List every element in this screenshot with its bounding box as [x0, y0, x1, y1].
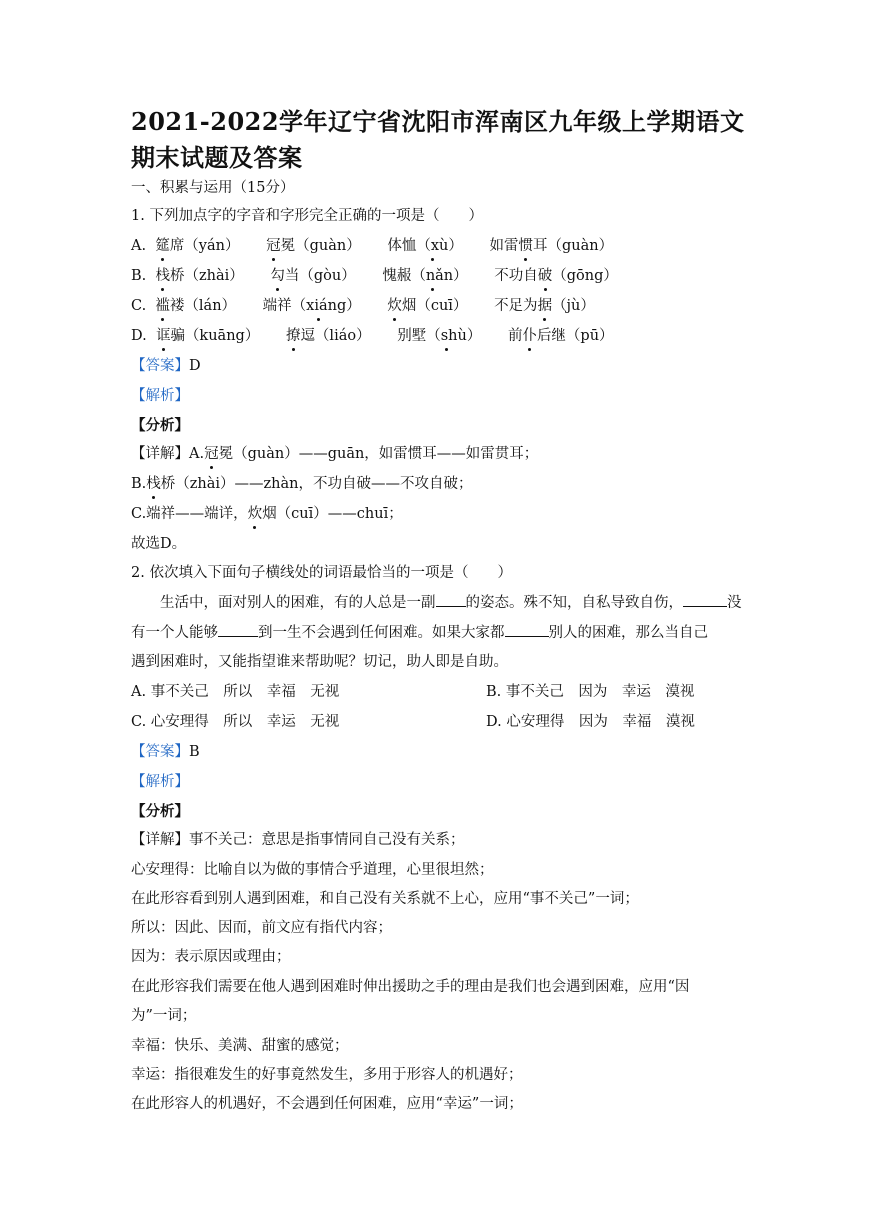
- dotted-char: 褴: [155, 298, 170, 314]
- detail-text: 烟（cuī）——chuī；: [262, 506, 403, 522]
- detail-text: 冕（guàn）——guān，如雷惯耳——如雷贯耳；: [218, 446, 539, 462]
- option-label: B.: [131, 268, 147, 284]
- q2-detail-line: 【详解】事不关己：意思是指事情同自己没有关系；: [131, 832, 465, 848]
- dotted-char: 诓: [155, 328, 171, 344]
- option-text: （gōng）: [552, 268, 618, 284]
- option-text: 后继（pū）: [536, 328, 614, 344]
- q1-detail-b: [131, 474, 473, 494]
- q1-fenxi: 【分析】: [131, 417, 189, 434]
- q2-option-a: A. 事不关己 所以 幸福 无视: [131, 684, 340, 700]
- answer-value: D: [189, 358, 201, 374]
- q2-fenxi: 【分析】: [131, 803, 189, 820]
- passage-text: 的姿态。殊不知，自私导致自伤，: [465, 595, 683, 611]
- answer-tag: 【答案】: [131, 744, 189, 760]
- document-title: 2021-2022学年辽宁省沈阳市浑南区九年级上学期语文期末试题及答案: [131, 107, 745, 172]
- option-text: 不功自: [494, 268, 538, 284]
- q2-passage-line-2: [131, 622, 708, 643]
- dotted-char: 赧（nǎn）: [396, 268, 468, 284]
- q2-detail-line: 在此形容看到别人遇到困难，和自己没有关系就不上心，应用“事不关己”一词；: [131, 891, 639, 907]
- dotted-char: 栈: [155, 268, 170, 284]
- option-text: 逗（liáo）: [300, 328, 371, 344]
- q2-detail-line: 幸运：指很难发生的好事竟然发生，多用于形容人的机遇好；: [131, 1067, 523, 1083]
- option-text: 桥（zhài）: [169, 268, 244, 284]
- dotted-char: 冠: [266, 238, 281, 254]
- detail-text: 桥（zhài）——zhàn，不功自破——不攻自破；: [160, 476, 473, 492]
- dotted-char: 冠: [204, 446, 219, 462]
- q2-analysis-tag: 【解析】: [131, 774, 189, 790]
- q2-option-c: C. 心安理得 所以 幸运 无视: [131, 714, 340, 730]
- passage-text: 别人的困难，那么当自己: [548, 625, 708, 641]
- q2-answer: [131, 742, 200, 762]
- dotted-char: 祥（xiáng）: [277, 298, 361, 314]
- answer-tag: 【答案】: [131, 358, 189, 374]
- answer-value: B: [189, 744, 200, 760]
- dotted-char: 撩: [285, 328, 301, 344]
- q2-detail-line: 心安理得：比喻自以为做的事情合乎道理，心里很坦然；: [131, 862, 494, 878]
- dotted-char: 炊: [387, 298, 402, 314]
- passage-text: 有一个人能够: [131, 625, 218, 641]
- fill-blank: [218, 622, 258, 637]
- passage-text: 没: [727, 595, 742, 611]
- option-text: 端: [262, 298, 278, 314]
- q1-answer: [131, 356, 201, 376]
- option-text: 当（gòu）: [284, 268, 356, 284]
- option-text: 骗（kuāng）: [170, 328, 260, 344]
- detail-text: B.: [131, 476, 147, 492]
- option-text: 愧: [382, 268, 397, 284]
- q2-detail-line: 幸福：快乐、美满、甜蜜的感觉；: [131, 1038, 349, 1054]
- passage-text: 生活中，面对别人的困难，有的人总是一副: [160, 595, 436, 611]
- option-text: 别: [397, 328, 412, 344]
- q1-conclusion: 故选D。: [131, 536, 187, 552]
- q1-analysis-tag: 【解析】: [131, 388, 189, 404]
- question-1-stem: 1. 下列加点字的字音和字形完全正确的一项是（ ）: [131, 208, 483, 224]
- q2-passage-line-3: 遇到困难时，又能指望谁来帮助呢？切记，助人即是自助。: [131, 654, 508, 670]
- fill-blank: [683, 592, 727, 607]
- option-label: A.: [131, 238, 147, 254]
- detail-text: 【详解】A.: [131, 446, 205, 462]
- question-2-stem: 2. 依次填入下面句子横线处的词语最恰当的一项是（ ）: [131, 565, 512, 581]
- q1-option-a: [131, 236, 613, 256]
- dotted-char: 恤（xù）: [401, 238, 463, 254]
- dotted-char: 筵: [155, 238, 170, 254]
- q2-detail-line: 为”一词；: [131, 1008, 197, 1024]
- dotted-char: 据: [537, 298, 553, 314]
- option-label: C.: [131, 298, 147, 314]
- dotted-char: 仆: [522, 328, 537, 344]
- section-heading: 一、积累与运用（15分）: [131, 180, 295, 196]
- dotted-char: 墅（shù）: [411, 328, 482, 344]
- option-text: 不足为: [494, 298, 538, 314]
- dotted-char: 惯: [518, 238, 533, 254]
- option-text: （jù）: [552, 298, 595, 314]
- option-text: 冕（guàn）: [280, 238, 361, 254]
- q2-detail-line: 在此形容人的机遇好，不会遇到任何困难，应用“幸运”一词；: [131, 1096, 523, 1112]
- option-text: 烟（cuī）: [401, 298, 468, 314]
- dotted-char: 栈: [146, 476, 161, 492]
- passage-text: 到一生不会遇到任何困难。如果大家都: [258, 625, 505, 641]
- q1-option-c: [131, 296, 595, 316]
- q2-detail-line: 所以：因此、因而，前文应有指代内容；: [131, 920, 392, 936]
- fill-blank: [505, 622, 549, 637]
- option-text: 耳（guàn）: [532, 238, 614, 254]
- q2-option-b: B. 事不关己 因为 幸运 漠视: [486, 684, 695, 700]
- option-text: 席（yán）: [169, 238, 240, 254]
- q1-option-d: [131, 326, 614, 346]
- dotted-char: 炊: [247, 506, 263, 522]
- dotted-char: 勾: [270, 268, 285, 284]
- option-text: 褛（lán）: [169, 298, 237, 314]
- dotted-char: 破: [537, 268, 553, 284]
- q2-detail-line: 在此形容我们需要在他人遇到困难时伸出援助之手的理由是我们也会遇到困难，应用“因: [131, 979, 690, 995]
- q1-detail-c: [131, 504, 403, 524]
- detail-text: C.端祥——端详，: [131, 506, 248, 522]
- q2-detail-line: 因为：表示原因或理由；: [131, 949, 291, 965]
- option-text: 体: [387, 238, 402, 254]
- q2-option-d: D. 心安理得 因为 幸福 漠视: [486, 714, 695, 730]
- option-label: D.: [131, 328, 147, 344]
- q1-detail-a: [131, 444, 538, 464]
- option-text: 如雷: [489, 238, 519, 254]
- q2-passage-line-1: [160, 592, 742, 613]
- option-text: 前: [507, 328, 523, 344]
- q1-option-b: [131, 266, 618, 286]
- fill-blank: [436, 592, 466, 607]
